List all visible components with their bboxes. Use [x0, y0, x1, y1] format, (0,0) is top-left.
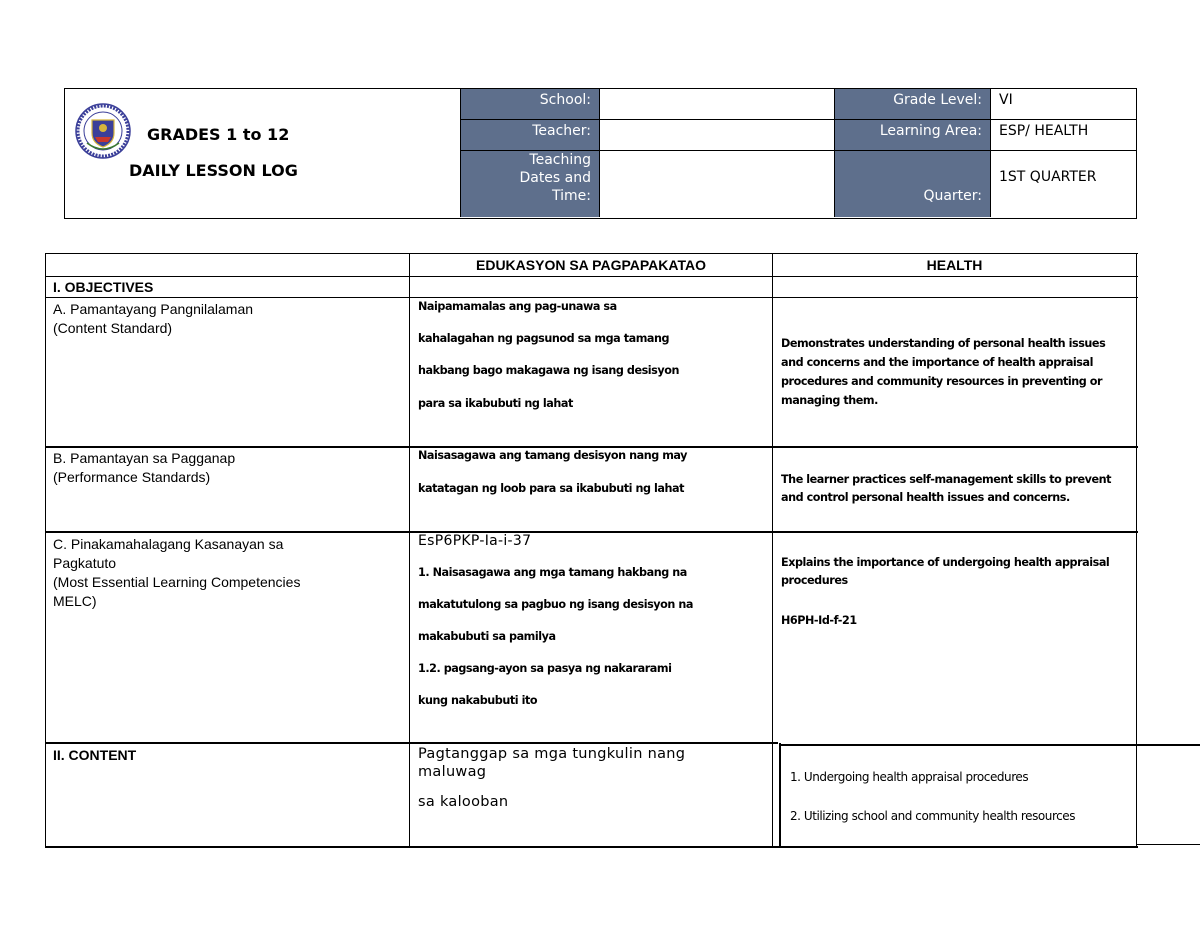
row-b-label — [46, 447, 235, 487]
quarter-field[interactable]: 1ST QUARTER — [991, 151, 1136, 217]
header-block — [64, 88, 1137, 219]
content-esp-line: maluwag — [418, 764, 487, 780]
row-a-esp-line: para sa ikabubuti ng lahat — [418, 397, 573, 410]
teaching-dates-label-line: Teaching — [529, 152, 591, 168]
row-c-label-line: MELC) — [53, 593, 97, 609]
column-header-esp: EDUKASYON SA PAGPAPAKATAO — [476, 257, 706, 273]
teaching-dates-label-line: Time: — [552, 188, 591, 204]
row-c-esp-code: EsP6PKP-Ia-i-37 — [418, 533, 532, 549]
content-esp — [418, 745, 685, 811]
row-c-esp-line: 1. Naisasagawa ang mga tamang hakbang na — [418, 566, 687, 579]
row-c-esp-line: makatutulong sa pagbuo ng isang desisyon na — [418, 598, 693, 611]
header-title-dll: DAILY LESSON LOG — [129, 161, 298, 180]
row-a-esp-line: Naipamamalas ang pag-unawa sa — [418, 300, 617, 313]
grade-level-label: Grade Level: — [835, 89, 991, 120]
row-c-label-line: C. Pinakamahalagang Kasanayan sa — [53, 536, 284, 552]
table-line — [779, 743, 781, 847]
table-line — [780, 744, 1200, 746]
table-line — [1136, 253, 1137, 848]
row-c-label — [46, 533, 300, 611]
row-a-health-line: procedures and community resources in preventing or — [781, 375, 1103, 388]
row-c-health-code: H6PH-Id-f-21 — [781, 614, 857, 627]
teaching-dates-field[interactable] — [600, 151, 835, 217]
column-header-health: HEALTH — [926, 257, 983, 273]
row-b-label-line: B. Pamantayan sa Pagganap — [53, 450, 236, 466]
row-a-esp-line: hakbang bago makagawa ng isang desisyon — [418, 364, 679, 377]
row-a-health-line: and concerns and the importance of health appraisal — [781, 356, 1093, 369]
content-esp-line: sa kalooban — [418, 794, 509, 810]
row-b-health-line: The learner practices self-management skills to prevent — [781, 473, 1111, 486]
grade-level-field[interactable]: VI — [991, 89, 1136, 120]
objectives-heading: I. OBJECTIVES — [53, 279, 154, 295]
learning-area-label: Learning Area: — [835, 120, 991, 151]
header-title-grades: GRADES 1 to 12 — [147, 125, 290, 144]
header-title-area — [65, 89, 461, 217]
content-health-line: 2. Utilizing school and community health resources — [790, 809, 1076, 823]
row-b-esp-line: Naisasagawa ang tamang desisyon nang may — [418, 449, 688, 462]
table-line — [45, 253, 1138, 254]
table-line — [772, 253, 773, 848]
content-esp-line: Pagtanggap sa mga tungkulin nang — [418, 746, 686, 762]
row-c-esp-line: kung nakabubuti ito — [418, 694, 538, 707]
school-label: School: — [461, 89, 600, 120]
row-a-label — [46, 298, 253, 338]
table-line — [45, 276, 1138, 277]
teaching-dates-label-line: Dates and — [519, 170, 591, 186]
row-a-health-line: Demonstrates understanding of personal health issues — [781, 337, 1106, 350]
row-a-label-line: (Content Standard) — [53, 320, 173, 336]
learning-area-field[interactable]: ESP/ HEALTH — [991, 120, 1136, 151]
row-a-esp-line: kahalagahan ng pagsunod sa mga tamang — [418, 332, 670, 345]
row-c-label-line: Pagkatuto — [53, 555, 117, 571]
row-b-esp-line: katatagan ng loob para sa ikabubuti ng lahat — [418, 482, 684, 495]
row-b-label-line: (Performance Standards) — [53, 469, 211, 485]
row-a-label-line: A. Pamantayang Pangnilalaman — [53, 301, 254, 317]
row-a-health-line: managing them. — [781, 394, 878, 407]
content-health-line: 1. Undergoing health appraisal procedures — [790, 770, 1029, 784]
row-c-esp-line: makabubuti sa pamilya — [418, 630, 556, 643]
school-field[interactable] — [600, 89, 835, 120]
row-c-label-line: (Most Essential Learning Competencies — [53, 574, 301, 590]
teaching-dates-label — [461, 151, 600, 217]
teacher-label: Teacher: — [461, 120, 600, 151]
row-c-health-line: Explains the importance of undergoing health appraisal — [781, 556, 1110, 569]
quarter-label: Quarter: — [835, 151, 991, 217]
content-heading: II. CONTENT — [53, 747, 137, 763]
teacher-field[interactable] — [600, 120, 835, 151]
row-b-health-line: and control personal health issues and concerns. — [781, 491, 1070, 504]
table-line — [45, 742, 778, 744]
row-c-esp-line: 1.2. pagsang-ayon sa pasya ng nakararami — [418, 662, 672, 675]
table-line — [1136, 844, 1200, 845]
row-c-health-line: procedures — [781, 574, 848, 587]
deped-seal-icon — [75, 103, 131, 159]
table-line — [409, 253, 410, 848]
table-line — [45, 846, 1138, 848]
